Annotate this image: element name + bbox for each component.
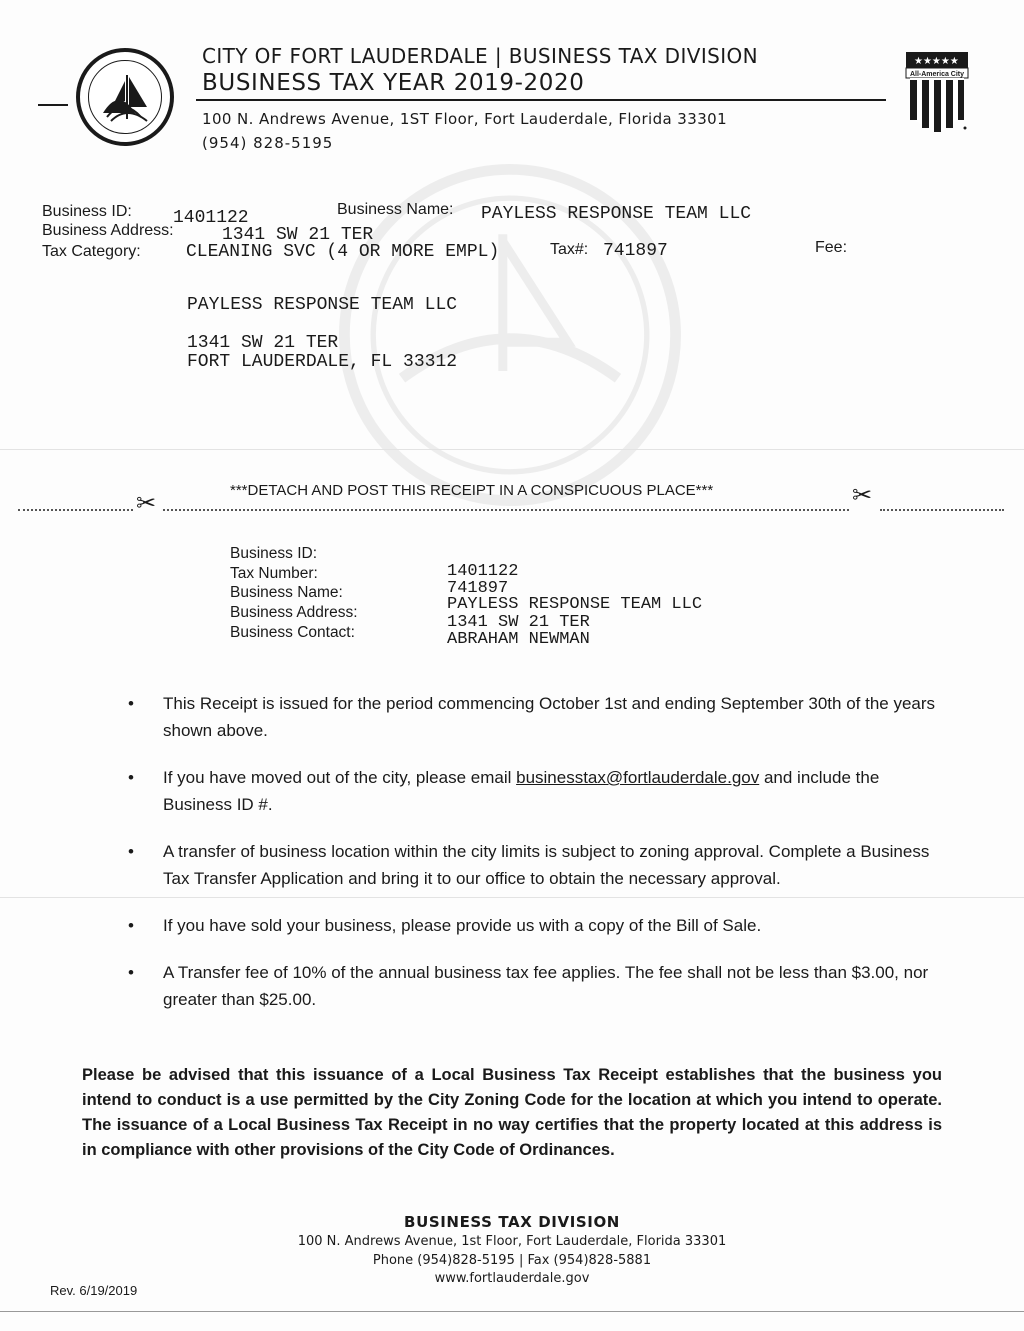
bullet-text: and include the Business ID #.: [163, 768, 880, 814]
scissors-icon: ✂: [852, 482, 873, 509]
bullet-icon: •: [128, 916, 134, 935]
mailing-city: FORT LAUDERDALE, FL 33312: [187, 352, 458, 372]
tax-number-value: 741897: [603, 241, 668, 261]
business-address-value: 1341 SW 21 TER: [222, 225, 374, 245]
business-id-label: Business ID:: [42, 203, 132, 220]
header-tax-year: BUSINESS TAX YEAR 2019-2020: [202, 70, 585, 96]
zoning-advisory: Please be advised that this issuance of a Local Business Tax Receipt establishes that the business you intend to conduct is a use permitted by the City Zoning Code for the location at which you intend to operate. The issuance of a Local Business Tax Receipt in no way certifies that the property located at this address is in compliance with other provisions of the City Code of Ordinances.: [82, 1066, 942, 1159]
bullet-text: A transfer of business location within the city limits is subject to zoning approval. Complete a Business Tax Transfer Application and bring it to our office to obtain the necessary approval.: [163, 842, 930, 888]
receipt-label: Business Contact:: [230, 624, 355, 641]
tax-number-label: Tax#:: [550, 241, 589, 258]
detach-instruction: ***DETACH AND POST THIS RECEIPT IN A CONSPICUOUS PLACE***: [230, 482, 714, 499]
receipt-value: PAYLESS RESPONSE TEAM LLC: [447, 595, 703, 614]
business-id-value: 1401122: [173, 208, 249, 228]
fold-line: [0, 449, 1024, 450]
bullet-icon: •: [128, 694, 134, 713]
receipt-label: Business ID:: [230, 545, 318, 562]
receipt-label: Tax Number:: [230, 565, 318, 582]
receipt-label: Business Name:: [230, 584, 343, 601]
bullet-icon: •: [128, 963, 134, 982]
list-item: [128, 764, 948, 818]
email-link[interactable]: businesstax@fortlauderdale.gov: [516, 768, 760, 787]
list-item: [128, 690, 948, 744]
receipt-value: 1341 SW 21 TER: [447, 613, 590, 632]
receipt-label: Business Address:: [230, 604, 358, 621]
bullet-text: If you have moved out of the city, please email: [163, 768, 517, 787]
header-address: 100 N. Andrews Avenue, 1ST Floor, Fort Lauderdale, Florida 33301: [202, 110, 728, 128]
scissors-icon: ✂: [136, 490, 157, 517]
bullet-text: A Transfer fee of 10% of the annual business tax fee applies. The fee shall not be less than $3.00, nor greater than $25.00.: [163, 963, 929, 1009]
header-rule: [196, 99, 886, 101]
receipt-value: 1401122: [447, 562, 519, 581]
tax-category-label: Tax Category:: [42, 243, 141, 260]
all-america-city-text: All-America City: [909, 71, 965, 78]
list-item: [128, 912, 948, 939]
footer-website: www.fortlauderdale.gov: [434, 1271, 590, 1286]
detach-dotted-line: [163, 509, 849, 511]
svg-text:★★★★★: ★★★★★: [914, 56, 959, 67]
footer-address: 100 N. Andrews Avenue, 1st Floor, Fort Lauderdale, Florida 33301: [297, 1234, 727, 1249]
footer-division: BUSINESS TAX DIVISION: [404, 1213, 620, 1231]
mailing-street: 1341 SW 21 TER: [187, 333, 339, 353]
revision-date: Rev. 6/19/2019: [50, 1283, 138, 1298]
bullet-icon: •: [128, 768, 134, 787]
terms-list: [128, 690, 948, 1033]
city-logo-inner: [88, 60, 162, 134]
receipt-value: ABRAHAM NEWMAN: [447, 630, 590, 649]
business-name-label: Business Name:: [337, 201, 454, 218]
detach-dotted-line: [880, 509, 1004, 511]
list-item: [128, 838, 948, 892]
bottom-rule: [0, 1311, 1024, 1312]
bullet-text: If you have sold your business, please provide us with a copy of the Bill of Sale.: [163, 916, 762, 935]
fee-label: Fee:: [815, 239, 848, 256]
mailing-name: PAYLESS RESPONSE TEAM LLC: [187, 295, 458, 315]
sailboat-icon: [89, 61, 162, 134]
footer-contact: Phone (954)828-5195 | Fax (954)828-5881: [372, 1253, 652, 1268]
business-address-label: Business Address:: [42, 222, 174, 239]
all-america-city-badge: [904, 50, 970, 136]
list-item: [128, 959, 948, 1013]
detach-dotted-line: [18, 509, 133, 511]
logo-rule: [38, 104, 68, 106]
header-phone: (954) 828-5195: [202, 134, 334, 152]
header-division: CITY OF FORT LAUDERDALE | BUSINESS TAX DIVISION: [202, 44, 759, 68]
receipt-value: 741897: [447, 579, 509, 598]
bullet-icon: •: [128, 842, 134, 861]
business-name-value: PAYLESS RESPONSE TEAM LLC: [481, 204, 752, 224]
tax-category-value: CLEANING SVC (4 OR MORE EMPL): [186, 242, 500, 262]
bullet-text: This Receipt is issued for the period commencing October 1st and ending September 30th of the years shown above.: [163, 694, 936, 740]
